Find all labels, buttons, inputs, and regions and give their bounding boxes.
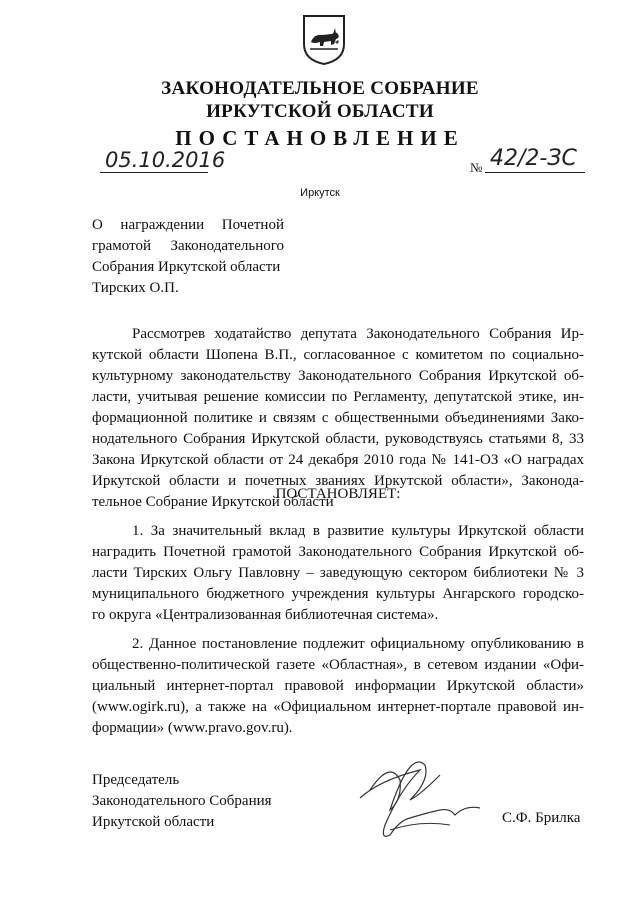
preamble-paragraph (92, 324, 584, 513)
preamble-line: культурному законодательству Законодательного Собрания Иркутской об- (92, 368, 584, 384)
date-underline (100, 172, 208, 173)
signatory-title-line: Иркутской области (92, 814, 215, 830)
organization-name-line1: ЗАКОНОДАТЕЛЬНОЕ СОБРАНИЕ (161, 78, 479, 99)
preamble-line: нодательного Собрания Иркутской области, руководствуясь статьями 8, 33 (92, 431, 584, 447)
city-name: Иркутск (300, 187, 340, 199)
item-1-line: 1. За значительный вклад в развитие культуры Иркутской области (132, 523, 584, 539)
subject-block (92, 215, 284, 299)
handwritten-signature (330, 740, 520, 860)
document-number: 42/2-ЗС (490, 146, 577, 171)
item-2-line: 2. Данное постановление подлежит официальному опубликованию в (132, 636, 584, 652)
preamble-line: формационной политике и связям с общественными объединениями Зако- (92, 410, 584, 426)
item-1-line: муниципального бюджетного учреждения культуры Ангарского городско- (92, 586, 584, 602)
preamble-line: ласти, учитывая решение комиссии по Регламенту, депутатской этике, ин- (92, 389, 584, 405)
preamble-line: Закона Иркутской области от 24 декабря 2010 года № 141-ОЗ «О наградах (92, 452, 584, 468)
resolves-heading: ПОСТАНОВЛЯЕТ: (275, 486, 401, 502)
document-date: 05.10.2016 (105, 148, 226, 172)
document-type: ПОСТАНОВЛЕНИЕ (175, 126, 465, 150)
item-1-line: го округа «Централизованная библиотечная система». (92, 607, 439, 623)
signatory-title-line: Законодательного Собрания (92, 793, 272, 809)
item-2-line: циальный интернет-портал правовой информации Иркутской области» (92, 678, 584, 694)
preamble-line: Рассмотрев ходатайство депутата Законодательного Собрания Ир- (132, 326, 584, 342)
item-1-line: наградить Почетной грамотой Законодательного Собрания Иркутской об- (92, 544, 584, 560)
coat-of-arms-emblem (302, 14, 346, 66)
subject-line: О награждении Почетной (92, 217, 284, 233)
item-2-line: (www.ogirk.ru), а также на «Официальном интернет-портале правовой ин- (92, 699, 584, 715)
organization-name-line2: ИРКУТСКОЙ ОБЛАСТИ (206, 101, 434, 122)
signatory-name: С.Ф. Брилка (502, 810, 581, 826)
signatory-title-line: Председатель (92, 772, 180, 788)
signatory-title (92, 770, 272, 833)
number-underline (485, 172, 585, 173)
item-1-line: ласти Тирских Ольгу Павловну – заведующую сектором библиотеки № 3 (92, 565, 584, 581)
preamble-line: тельное Собрание Иркутской области (92, 494, 334, 510)
subject-line: Тирских О.П. (92, 280, 179, 296)
item-2-line: формации» (www.pravo.gov.ru). (92, 720, 293, 736)
subject-line: грамотой Законодательного (92, 238, 284, 254)
preamble-line: кутской области Шопена В.П., согласованное с комитетом по социально- (92, 347, 584, 363)
preamble-line: Иркутской области и почетных званиях Иркутской области», Законода- (92, 473, 584, 489)
item-1-paragraph (92, 521, 584, 626)
subject-line: Собрания Иркутской области (92, 259, 281, 275)
number-sign: № (470, 160, 483, 175)
item-2-paragraph (92, 634, 584, 739)
item-2-line: общественно-политической газете «Областная», в сетевом издании «Офи- (92, 657, 584, 673)
